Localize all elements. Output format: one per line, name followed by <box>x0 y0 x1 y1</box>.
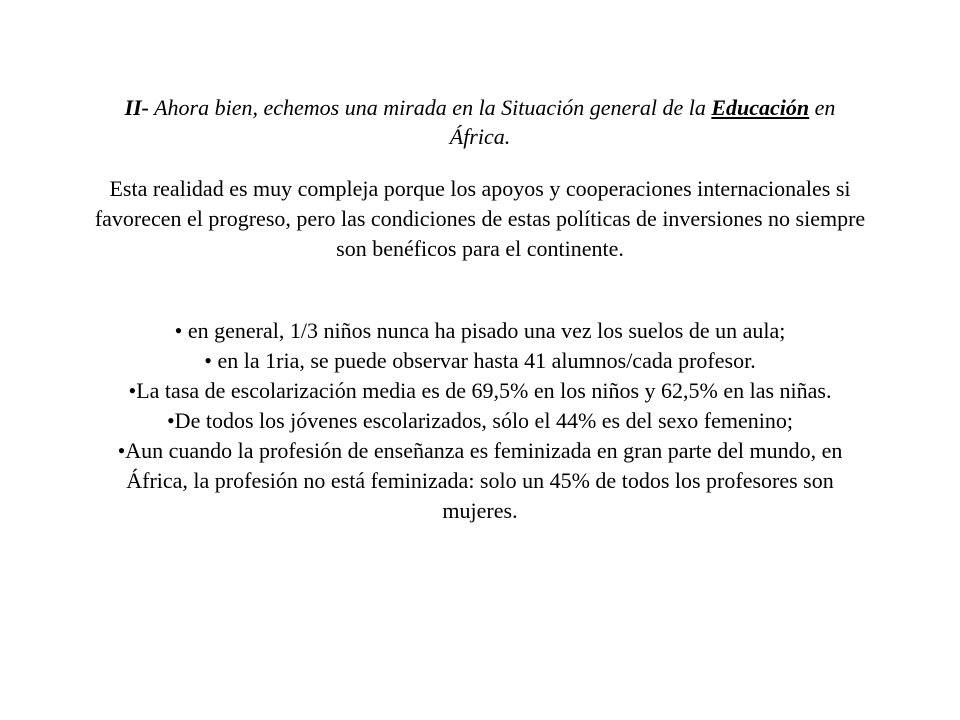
heading-line-2: África. <box>449 124 511 149</box>
section-heading <box>40 93 920 151</box>
bullet-item-4: •De todos los jóvenes escolarizados, sólo el 44% es del sexo femenino; <box>166 408 793 433</box>
bullet-item-5-line-1: •Aun cuando la profesión de enseñanza es feminizada en gran parte del mundo, en <box>117 438 843 463</box>
bullet-item-3: •La tasa de escolarización media es de 69,5% en los niños y 62,5% en las niñas. <box>128 378 832 403</box>
heading-keyword: Educación <box>711 95 810 120</box>
heading-line-1 <box>40 93 920 122</box>
bullet-item-1: • en general, 1/3 niños nunca ha pisado una vez los suelos de un aula; <box>174 318 786 343</box>
heading-text: Ahora bien, echemos una mirada en la Situación general de la <box>149 95 712 120</box>
intro-line-1: Esta realidad es muy compleja porque los apoyos y cooperaciones internacionales si <box>109 176 851 201</box>
intro-paragraph <box>10 174 950 264</box>
heading-text-after: en <box>809 95 836 120</box>
heading-number: II- <box>124 95 150 120</box>
intro-line-3: son benéficos para el continente. <box>336 236 624 261</box>
intro-line-2: favorecen el progreso, pero las condiciones de estas políticas de inversiones no siempre <box>94 206 866 231</box>
bullet-item-2: • en la 1ria, se puede observar hasta 41 alumnos/cada profesor. <box>204 348 756 373</box>
bullet-item-5-line-2: África, la profesión no está feminizada: solo un 45% de todos los profesores son <box>126 468 834 493</box>
bullet-item-5-line-3: mujeres. <box>442 498 518 523</box>
bullet-list <box>20 316 940 526</box>
